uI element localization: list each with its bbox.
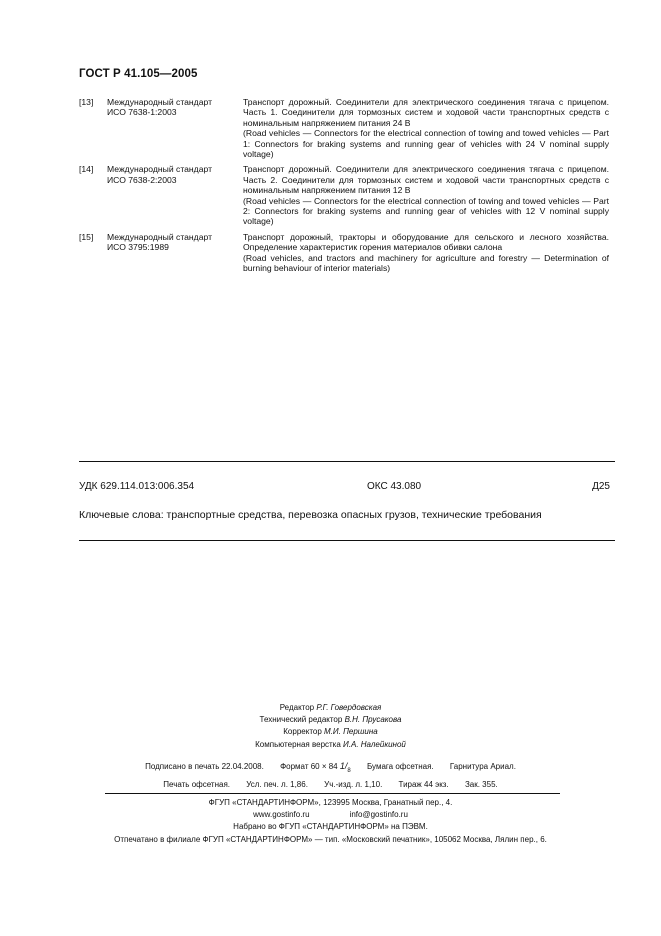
editor-label: Редактор (279, 703, 315, 712)
ref-description (243, 232, 609, 274)
oks-code: ОКС 43.080 (367, 481, 422, 492)
divider-top (79, 461, 615, 462)
corrector-label: Корректор (283, 727, 322, 737)
ref-standard-id: ИСО 7638-1:2003 (107, 107, 177, 118)
print-info-block (0, 759, 661, 793)
tech-editor-name: В.Н. Прусакова (344, 715, 402, 725)
corrector-line (0, 726, 661, 738)
order-number: Зак. 355. (464, 780, 498, 790)
ref-title-en: (Road vehicles — Connectors for the electrical connection of towing and towed vehicles — Part 2: Connectors for braking systems and running gear of vehicles with 12 V nominal supply voltage) (243, 195, 609, 227)
layout-label: Компьютерная верстка (255, 739, 341, 749)
layout-name: И.А. Налейкиной (343, 739, 406, 749)
signed-date: Подписано в печать 22.04.2008. (145, 762, 264, 771)
publisher-contacts (0, 809, 661, 821)
typeset-note: Набрано во ФГУП «СТАНДАРТИНФОРМ» на ПЭВМ. (233, 822, 428, 832)
format-numerator: 1 (339, 761, 345, 771)
publisher-block (0, 797, 661, 846)
ref-description (243, 164, 609, 226)
bibliography-list (79, 97, 609, 279)
tech-editor-line (0, 714, 661, 726)
ref-standard-type: Международный стандарт (107, 231, 213, 242)
format-fraction: $1/_8$ (339, 761, 351, 774)
print-sheets: Усл. печ. л. 1,86. (246, 780, 308, 790)
typeface: Гарнитура Ариал. (449, 762, 516, 771)
format-label: Формат 60 × 84 (280, 762, 338, 771)
print-run: Тираж 44 экз. (398, 780, 449, 790)
ref-standard-type: Международный стандарт (107, 97, 213, 107)
ref-standard (107, 97, 243, 159)
ref-standard-id: ИСО 3795:1989 (107, 242, 169, 253)
publisher-address: ФГУП «СТАНДАРТИНФОРМ», 123995 Москва, Гранатный пер., 4. (208, 798, 453, 807)
group-code: Д25 (592, 481, 610, 492)
tech-editor-label: Технический редактор (259, 715, 343, 725)
page-header: ГОСТ Р 41.105—2005 (79, 68, 198, 80)
printed-at-note: Отпечатано в филиале ФГУП «СТАНДАРТИНФОРМ» — тип. «Московский печатник», 105062 Москва, Лялин пер., 6. (114, 834, 547, 844)
ref-number: [15] (79, 231, 94, 242)
divider-imprint (105, 793, 560, 794)
ref-description (243, 97, 609, 159)
bibliography-entry (79, 232, 609, 274)
paper: Бумага офсетная. (366, 762, 434, 771)
keywords: Ключевые слова: транспортные средства, перевозка опасных грузов, технические требования (79, 509, 542, 521)
publisher-site: www.gostinfo.ru (253, 810, 310, 820)
layout-line (0, 739, 661, 751)
print-method: Печать офсетная. (163, 780, 230, 790)
format-denominator: 8 (347, 767, 351, 774)
divider-bottom (79, 540, 615, 541)
editor-line (0, 702, 661, 714)
ref-title-ru: Транспорт дорожный. Соединители для электрического соединения тягача с прицепом. Часть 2. Соединители для тормозных систем и ходовой части транспортных средств с номинальным напряжением питания 12 В (243, 164, 609, 196)
ref-title-ru: Транспорт дорожный. Соединители для электрического соединения тягача с прицепом. Часть 1. Соединители для тормозных систем и ходовой части транспортных средств с номинальным напряжением питания 24 В (243, 97, 609, 128)
ref-standard (107, 232, 243, 274)
ref-number: [13] (79, 97, 94, 107)
ref-number: [14] (79, 164, 94, 175)
print-info-line-2 (0, 778, 661, 793)
publishing-sheets: Уч.-изд. л. 1,10. (324, 780, 383, 790)
ref-standard (107, 164, 243, 226)
bibliography-entry (79, 97, 609, 159)
publisher-email: info@gostinfo.ru (349, 810, 408, 820)
bibliography-entry (79, 164, 609, 226)
udk-code: УДК 629.114.013:006.354 (79, 481, 195, 492)
ref-title-en: (Road vehicles, and tractors and machinery for agriculture and forestry — Determination of burning behaviour of interior materials) (243, 252, 609, 274)
editor-name: Р.Г. Говердовская (316, 703, 382, 712)
print-info-line-1 (0, 759, 661, 778)
ref-title-en: (Road vehicles — Connectors for the electrical connection of towing and towed vehicles — Part 1: Connectors for braking systems and running gear of vehicles with 24 V nominal supply voltage) (243, 128, 609, 160)
format (280, 761, 351, 774)
ref-standard-id: ИСО 7638-2:2003 (107, 174, 177, 185)
editors-block (0, 702, 661, 751)
corrector-name: М.И. Першина (324, 727, 378, 737)
ref-title-ru: Транспорт дорожный, тракторы и оборудование для сельского и лесного хозяйства. Определение характеристик горения материалов обивки салона (243, 231, 609, 253)
ref-standard-type: Международный стандарт (107, 164, 213, 175)
